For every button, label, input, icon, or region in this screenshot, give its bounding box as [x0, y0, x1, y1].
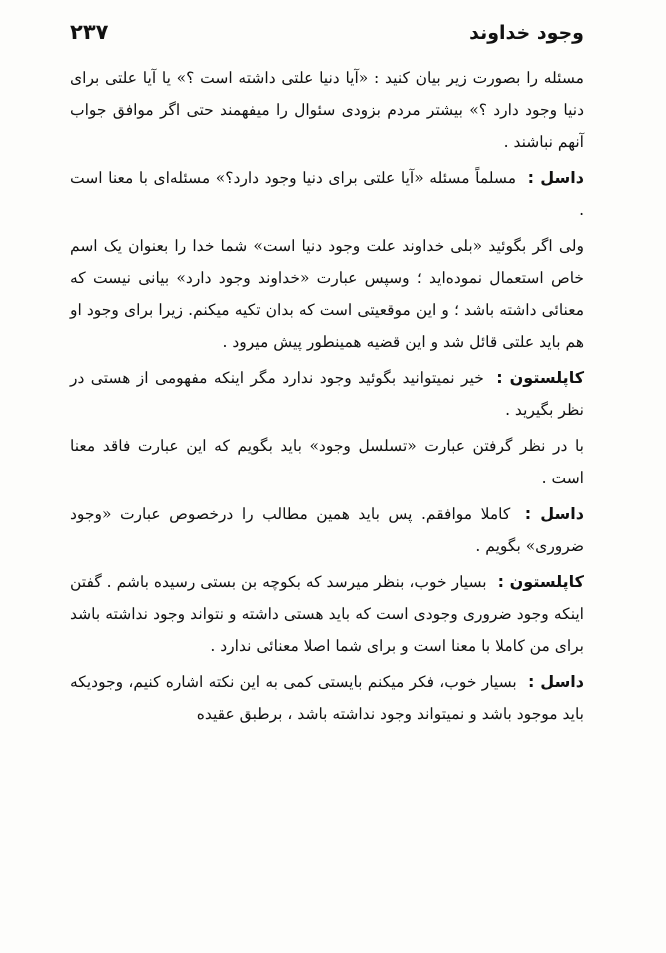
page-number: ۲۳۷: [70, 20, 109, 44]
paragraph-text: بسیار خوب، فکر میکنم بایستی کمی به این نکته اشاره کنیم، وجودیکه باید موجود باشد و نمیتواند وجود نداشته باشد ، برطبق عقیده: [70, 673, 584, 723]
paragraph-text: مسئله را بصورت زیر بیان کنید : «آیا دنیا علتی داشته است ؟» یا آیا علتی برای دنیا وجود دارد ؟» بیشتر مردم بزودی سئوال را میفهمند حتی اگر موافق جواب آنهم نباشند .: [70, 69, 584, 151]
paragraph-text: کاملا موافقم. پس باید همین مطالب را درخصوص عبارت «وجود ضروری» بگویم .: [70, 505, 584, 555]
paragraph: [70, 162, 584, 226]
page-body: [70, 62, 584, 734]
speaker-label: داسل :: [528, 672, 584, 691]
paragraph: [70, 566, 584, 662]
paragraph: [70, 230, 584, 358]
speaker-label: داسل :: [524, 504, 584, 523]
paragraph-text: خیر نمیتوانید بگوئید وجود ندارد مگر اینکه مفهومی از هستی در نظر بگیرید .: [70, 369, 584, 419]
speaker-label: داسل :: [527, 168, 584, 187]
paragraph: [70, 666, 584, 730]
paragraph: [70, 62, 584, 158]
paragraph-text: با در نظر گرفتن عبارت «تسلسل وجود» باید بگویم که این عبارت فاقد معنا است .: [70, 437, 584, 487]
paragraph-text: ولی اگر بگوئید «بلی خداوند علت وجود دنیا است» شما خدا را بعنوان یک اسم خاص استعمال نموده‌اید ؛ وسپس عبارت «خداوند وجود دارد» بیانی نیست که معنائی داشته باشد ؛ و این موقعیتی است که بدان تکیه میکنم. زیرا برای وجود او هم باید علتی قائل شد و این قضیه همینطور پیش میرود .: [70, 237, 584, 351]
paragraph: [70, 498, 584, 562]
paragraph-text: بسیار خوب، بنظر میرسد که بکوچه بن بستی رسیده باشم . گفتن اینکه وجود ضروری وجودی است که باید هستی داشته و نتواند وجود نداشته باشد برای من کاملا با معنا است و برای شما اصلا معنائی ندارد .: [70, 573, 584, 655]
speaker-label: کاپلستون :: [497, 572, 584, 591]
paragraph-text: مسلماً مسئله «آیا علتی برای دنیا وجود دارد؟» مسئله‌ای با معنا است .: [70, 169, 584, 219]
paragraph: [70, 430, 584, 494]
running-title: وجود خداوند: [469, 22, 584, 44]
paragraph: [70, 362, 584, 426]
page-header: [70, 22, 584, 52]
speaker-label: کاپلستون :: [496, 368, 585, 387]
